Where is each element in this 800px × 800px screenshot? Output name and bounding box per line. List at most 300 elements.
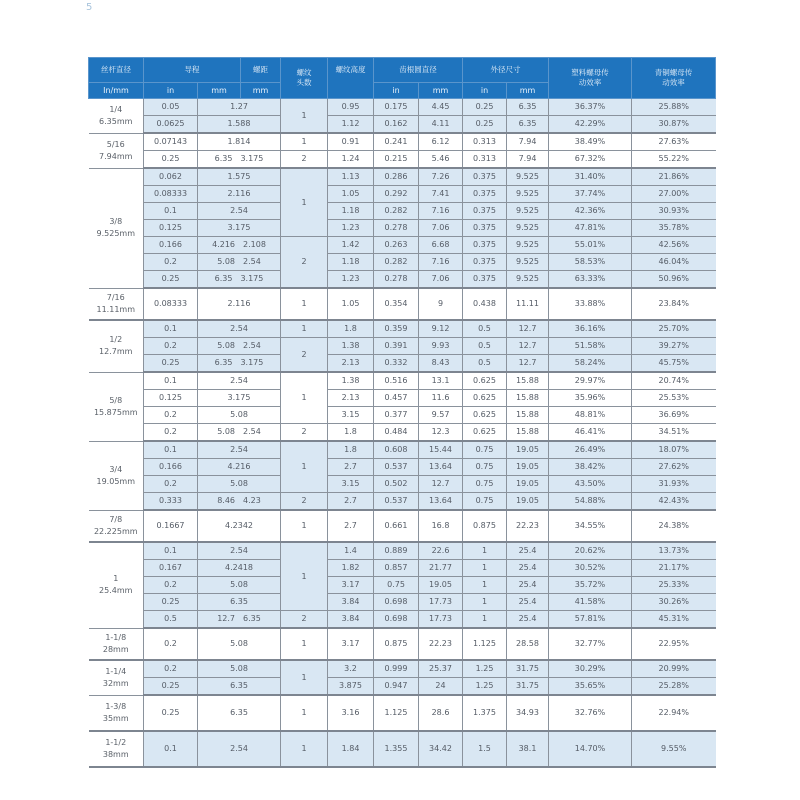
outer-dia-mm-cell: 9.525 [507, 237, 549, 254]
outer-dia-mm-cell: 31.75 [507, 678, 549, 696]
lead-mm-value: 4.216 [212, 240, 235, 249]
lead-in-cell: 0.25 [144, 695, 198, 731]
thread-height-cell: 3.875 [328, 678, 374, 696]
bronze-efficiency-cell: 25.70% [632, 320, 716, 338]
screw-size-mm: 7.94mm [99, 151, 133, 161]
lead-in-cell: 0.1 [144, 441, 198, 459]
lead-mm-cell: 5.08 [198, 628, 281, 660]
lead-pitch-mm-cell [198, 151, 281, 169]
thread-height-cell: 2.7 [328, 459, 374, 476]
root-dia-mm-cell: 5.46 [419, 151, 463, 169]
outer-dia-mm-cell: 31.75 [507, 660, 549, 678]
outer-dia-in-cell: 0.5 [463, 338, 507, 355]
thread-starts-cell: 1 [281, 441, 328, 493]
bronze-efficiency-cell: 30.93% [632, 203, 716, 220]
plastic-efficiency-cell: 47.81% [549, 220, 632, 237]
screw-size-cell [89, 695, 144, 731]
lead-in-cell: 0.167 [144, 560, 198, 577]
thread-starts-cell: 2 [281, 151, 328, 169]
outer-dia-in-cell: 0.375 [463, 254, 507, 271]
root-dia-mm-cell: 24 [419, 678, 463, 696]
bronze-efficiency-cell: 42.56% [632, 237, 716, 254]
table-row [89, 560, 716, 577]
table-row [89, 407, 716, 424]
thread-height-cell: 3.15 [328, 407, 374, 424]
root-dia-in-cell: 0.75 [374, 577, 419, 594]
outer-dia-in-cell: 1 [463, 542, 507, 560]
root-dia-mm-cell: 7.26 [419, 168, 463, 186]
root-dia-mm-cell: 22.6 [419, 542, 463, 560]
thread-height-cell: 1.23 [328, 220, 374, 237]
lead-mm-cell: 5.08 [198, 660, 281, 678]
plastic-efficiency-cell: 42.36% [549, 203, 632, 220]
lead-mm-cell: 4.216 [198, 459, 281, 476]
table-row [89, 254, 716, 271]
root-dia-in-cell: 0.537 [374, 459, 419, 476]
screw-size-cell [89, 133, 144, 168]
table-row [89, 493, 716, 511]
lead-mm-cell: 4.2342 [198, 510, 281, 542]
root-dia-mm-cell: 8.43 [419, 355, 463, 373]
root-dia-in-cell: 0.391 [374, 338, 419, 355]
plastic-efficiency-cell: 58.53% [549, 254, 632, 271]
plastic-efficiency-cell: 51.58% [549, 338, 632, 355]
screw-size-cell [89, 320, 144, 372]
plastic-efficiency-cell: 20.62% [549, 542, 632, 560]
table-row [89, 459, 716, 476]
lead-pitch-mm-cell [198, 271, 281, 289]
lead-mm-cell: 1.588 [198, 116, 281, 134]
outer-dia-in-cell: 0.5 [463, 355, 507, 373]
lead-mm-cell: 6.35 [198, 594, 281, 611]
thread-starts-cell: 1 [281, 695, 328, 731]
root-dia-in-cell: 1.355 [374, 731, 419, 767]
thread-starts-cell: 1 [281, 628, 328, 660]
screw-size-inch: 1/4 [109, 104, 123, 114]
table-row [89, 611, 716, 629]
header-plastic-nut-efficiency: 塑料螺母传动效率 [549, 58, 632, 99]
outer-dia-mm-cell: 28.58 [507, 628, 549, 660]
outer-dia-mm-cell: 25.4 [507, 560, 549, 577]
outer-dia-mm-cell: 6.35 [507, 116, 549, 134]
screw-size-mm: 9.525mm [96, 229, 135, 238]
bronze-efficiency-cell: 45.75% [632, 355, 716, 373]
root-dia-mm-cell: 11.6 [419, 390, 463, 407]
table-row [89, 594, 716, 611]
outer-dia-mm-cell: 34.93 [507, 695, 549, 731]
table-row [89, 220, 716, 237]
pitch-mm-value: 3.175 [240, 154, 264, 163]
bronze-efficiency-cell: 25.53% [632, 390, 716, 407]
thread-height-cell: 3.84 [328, 611, 374, 629]
bronze-efficiency-cell: 20.74% [632, 372, 716, 390]
lead-in-cell: 0.1 [144, 731, 198, 767]
screw-size-inch: 5/8 [109, 395, 123, 405]
screw-size-inch: 1 [113, 574, 119, 584]
screw-size-mm: 25.4mm [99, 586, 133, 596]
lead-in-cell: 0.125 [144, 390, 198, 407]
thread-height-cell: 1.82 [328, 560, 374, 577]
lead-in-cell: 0.2 [144, 476, 198, 493]
outer-dia-in-cell: 1 [463, 611, 507, 629]
root-dia-in-cell: 0.354 [374, 288, 419, 320]
table-row [89, 288, 716, 320]
table-row [89, 628, 716, 660]
pitch-mm-value: 3.175 [240, 358, 264, 367]
screw-size-inch: 1-1/8 [105, 632, 127, 642]
outer-dia-in-cell: 1.5 [463, 731, 507, 767]
root-dia-in-cell: 0.537 [374, 493, 419, 511]
lead-in-cell: 0.25 [144, 594, 198, 611]
lead-mm-cell: 1.575 [198, 168, 281, 186]
lead-in-cell: 0.1 [144, 372, 198, 390]
thread-height-cell: 2.13 [328, 355, 374, 373]
outer-dia-in-cell: 0.5 [463, 320, 507, 338]
bronze-efficiency-cell: 18.07% [632, 441, 716, 459]
screw-size-mm: 32mm [102, 678, 129, 688]
root-dia-mm-cell: 28.6 [419, 695, 463, 731]
thread-height-cell: 1.13 [328, 168, 374, 186]
root-dia-in-cell: 0.278 [374, 220, 419, 237]
screw-size-mm: 28mm [102, 644, 129, 654]
lead-in-cell: 0.2 [144, 338, 198, 355]
screw-size-inch: 1-3/8 [105, 701, 127, 711]
outer-dia-in-cell: 1 [463, 594, 507, 611]
bronze-efficiency-cell: 13.73% [632, 542, 716, 560]
table-row [89, 510, 716, 542]
plastic-efficiency-cell: 57.81% [549, 611, 632, 629]
screw-size-cell [89, 542, 144, 628]
plastic-efficiency-cell: 46.41% [549, 424, 632, 442]
root-dia-mm-cell: 13.64 [419, 493, 463, 511]
plastic-efficiency-cell: 34.55% [549, 510, 632, 542]
plastic-efficiency-cell: 54.88% [549, 493, 632, 511]
bronze-efficiency-cell: 30.26% [632, 594, 716, 611]
plastic-efficiency-cell: 41.58% [549, 594, 632, 611]
outer-dia-mm-cell: 19.05 [507, 441, 549, 459]
root-dia-in-cell: 0.278 [374, 271, 419, 289]
lead-mm-cell: 3.175 [198, 220, 281, 237]
screw-size-cell [89, 99, 144, 134]
lead-mm-value: 8.46 [217, 496, 235, 505]
screw-size-inch: 1-1/2 [105, 738, 127, 747]
outer-dia-in-cell: 0.375 [463, 186, 507, 203]
thread-height-cell: 0.95 [328, 99, 374, 116]
root-dia-in-cell: 0.875 [374, 628, 419, 660]
root-dia-in-cell: 0.175 [374, 99, 419, 116]
outer-dia-mm-cell: 12.7 [507, 338, 549, 355]
root-dia-in-cell: 0.457 [374, 390, 419, 407]
thread-starts-cell: 1 [281, 168, 328, 237]
lead-in-cell: 0.166 [144, 459, 198, 476]
thread-starts-cell: 1 [281, 288, 328, 320]
root-dia-in-cell: 0.162 [374, 116, 419, 134]
outer-dia-in-cell: 1 [463, 560, 507, 577]
bronze-efficiency-cell: 9.55% [632, 731, 716, 767]
plastic-efficiency-cell: 35.96% [549, 390, 632, 407]
plastic-efficiency-cell: 36.37% [549, 99, 632, 116]
outer-dia-in-cell: 1.25 [463, 678, 507, 696]
lead-mm-cell: 2.116 [198, 288, 281, 320]
root-dia-mm-cell: 17.73 [419, 594, 463, 611]
outer-dia-mm-cell: 25.4 [507, 594, 549, 611]
lead-pitch-mm-cell [198, 355, 281, 373]
table-row [89, 577, 716, 594]
lead-mm-value: 6.35 [214, 274, 233, 283]
outer-dia-in-cell: 0.625 [463, 424, 507, 442]
root-dia-mm-cell: 13.64 [419, 459, 463, 476]
outer-dia-mm-cell: 25.4 [507, 577, 549, 594]
bronze-efficiency-cell: 24.38% [632, 510, 716, 542]
page-number: 5 [86, 2, 93, 13]
outer-dia-mm-cell: 9.525 [507, 168, 549, 186]
outer-dia-mm-cell: 9.525 [507, 203, 549, 220]
lead-mm-cell: 2.116 [198, 186, 281, 203]
header-od-in: in [463, 83, 507, 99]
pitch-mm-value: 3.175 [240, 274, 264, 283]
table-row [89, 186, 716, 203]
lead-mm-value: 6.35 [214, 358, 233, 367]
thread-height-cell: 3.2 [328, 660, 374, 678]
plastic-efficiency-cell: 38.49% [549, 133, 632, 151]
root-dia-mm-cell: 4.45 [419, 99, 463, 116]
screw-size-mm: 35mm [102, 713, 129, 723]
thread-starts-cell: 2 [281, 338, 328, 373]
bronze-efficiency-cell: 50.96% [632, 271, 716, 289]
table-row [89, 237, 716, 254]
screw-size-inch: 1-1/4 [105, 666, 127, 676]
bronze-efficiency-cell: 42.43% [632, 493, 716, 511]
plastic-efficiency-cell: 37.74% [549, 186, 632, 203]
outer-dia-mm-cell: 15.88 [507, 390, 549, 407]
table-row [89, 695, 716, 731]
bronze-efficiency-cell: 22.94% [632, 695, 716, 731]
root-dia-mm-cell: 6.12 [419, 133, 463, 151]
root-dia-in-cell: 0.484 [374, 424, 419, 442]
thread-height-cell: 2.13 [328, 390, 374, 407]
header-pitch: 螺距 [241, 58, 281, 83]
outer-dia-mm-cell: 12.7 [507, 355, 549, 373]
thread-starts-cell: 1 [281, 133, 328, 151]
lead-mm-cell: 5.08 [198, 577, 281, 594]
plastic-efficiency-cell: 38.42% [549, 459, 632, 476]
root-dia-in-cell: 0.999 [374, 660, 419, 678]
root-dia-in-cell: 0.661 [374, 510, 419, 542]
lead-mm-cell: 4.2418 [198, 560, 281, 577]
plastic-efficiency-cell: 48.81% [549, 407, 632, 424]
root-dia-in-cell: 0.282 [374, 254, 419, 271]
thread-starts-cell: 2 [281, 493, 328, 511]
thread-height-cell: 1.4 [328, 542, 374, 560]
plastic-efficiency-cell: 30.52% [549, 560, 632, 577]
lead-mm-value: 5.08 [217, 257, 235, 266]
root-dia-mm-cell: 9.93 [419, 338, 463, 355]
root-dia-mm-cell: 12.3 [419, 424, 463, 442]
screw-size-cell [89, 628, 144, 660]
lead-mm-cell: 2.54 [198, 372, 281, 390]
table-row [89, 203, 716, 220]
bronze-efficiency-cell: 35.78% [632, 220, 716, 237]
outer-dia-in-cell: 0.75 [463, 476, 507, 493]
plastic-efficiency-cell: 63.33% [549, 271, 632, 289]
thread-height-cell: 1.38 [328, 338, 374, 355]
outer-dia-mm-cell: 9.525 [507, 220, 549, 237]
header-thread-height: 螺纹高度 [328, 58, 374, 99]
outer-dia-in-cell: 1 [463, 577, 507, 594]
root-dia-mm-cell: 7.16 [419, 203, 463, 220]
thread-height-cell: 3.16 [328, 695, 374, 731]
outer-dia-in-cell: 0.25 [463, 99, 507, 116]
pitch-mm-value: 2.108 [243, 240, 266, 249]
plastic-efficiency-cell: 32.76% [549, 695, 632, 731]
plastic-efficiency-cell: 32.77% [549, 628, 632, 660]
lead-in-cell: 0.07143 [144, 133, 198, 151]
outer-dia-mm-cell: 11.11 [507, 288, 549, 320]
thread-starts-cell: 2 [281, 237, 328, 289]
screw-size-cell [89, 372, 144, 441]
lead-pitch-mm-cell [198, 237, 281, 254]
plastic-efficiency-cell: 58.24% [549, 355, 632, 373]
thread-height-cell: 1.38 [328, 372, 374, 390]
thread-starts-cell: 1 [281, 99, 328, 134]
root-dia-mm-cell: 17.73 [419, 611, 463, 629]
pitch-mm-value: 6.35 [243, 614, 261, 623]
root-dia-mm-cell: 13.1 [419, 372, 463, 390]
root-dia-in-cell: 0.241 [374, 133, 419, 151]
header-root-mm: mm [419, 83, 463, 99]
root-dia-mm-cell: 9.12 [419, 320, 463, 338]
lead-in-cell: 0.2 [144, 577, 198, 594]
thread-height-cell: 1.8 [328, 441, 374, 459]
screw-size-mm: 6.35mm [99, 116, 133, 126]
table-row [89, 99, 716, 116]
screw-size-inch: 3/4 [109, 464, 123, 474]
bronze-efficiency-cell: 25.28% [632, 678, 716, 696]
header-root-in: in [374, 83, 419, 99]
header-lead: 导程 [144, 58, 241, 83]
screw-size-mm: 15.875mm [93, 407, 138, 417]
outer-dia-in-cell: 0.625 [463, 390, 507, 407]
lead-mm-cell: 1.814 [198, 133, 281, 151]
table-row [89, 338, 716, 355]
outer-dia-in-cell: 0.313 [463, 151, 507, 169]
thread-height-cell: 1.05 [328, 288, 374, 320]
root-dia-in-cell: 0.857 [374, 560, 419, 577]
lead-in-cell: 0.25 [144, 678, 198, 696]
lead-in-cell: 0.1667 [144, 510, 198, 542]
lead-in-cell: 0.1 [144, 320, 198, 338]
thread-height-cell: 2.7 [328, 510, 374, 542]
thread-starts-cell: 1 [281, 320, 328, 338]
lead-in-cell: 0.1 [144, 203, 198, 220]
bronze-efficiency-cell: 45.31% [632, 611, 716, 629]
lead-mm-value: 5.08 [217, 427, 235, 436]
outer-dia-in-cell: 0.375 [463, 203, 507, 220]
pitch-mm-value: 2.54 [243, 257, 261, 266]
outer-dia-mm-cell: 25.4 [507, 611, 549, 629]
lead-mm-cell: 2.54 [198, 320, 281, 338]
root-dia-in-cell: 0.889 [374, 542, 419, 560]
bronze-efficiency-cell: 27.00% [632, 186, 716, 203]
lead-screw-spec-table [88, 57, 716, 768]
outer-dia-in-cell: 0.75 [463, 441, 507, 459]
plastic-efficiency-cell: 43.50% [549, 476, 632, 493]
screw-size-inch: 3/8 [109, 217, 123, 226]
thread-height-cell: 3.17 [328, 628, 374, 660]
thread-starts-cell: 1 [281, 731, 328, 767]
lead-pitch-mm-cell [198, 338, 281, 355]
root-dia-mm-cell: 9.57 [419, 407, 463, 424]
thread-height-cell: 1.05 [328, 186, 374, 203]
root-dia-mm-cell: 34.42 [419, 731, 463, 767]
lead-in-cell: 0.05 [144, 99, 198, 116]
outer-dia-in-cell: 0.875 [463, 510, 507, 542]
table-row [89, 660, 716, 678]
root-dia-mm-cell: 6.68 [419, 237, 463, 254]
bronze-efficiency-cell: 25.88% [632, 99, 716, 116]
root-dia-mm-cell: 25.37 [419, 660, 463, 678]
header-bronze-nut-efficiency: 青铜螺母传动效率 [632, 58, 716, 99]
lead-in-cell: 0.062 [144, 168, 198, 186]
outer-dia-in-cell: 0.625 [463, 372, 507, 390]
outer-dia-mm-cell: 15.88 [507, 407, 549, 424]
screw-size-mm: 11.11mm [96, 304, 135, 314]
plastic-efficiency-cell: 14.70% [549, 731, 632, 767]
outer-dia-in-cell: 0.75 [463, 459, 507, 476]
thread-height-cell: 1.84 [328, 731, 374, 767]
root-dia-mm-cell: 7.06 [419, 271, 463, 289]
screw-size-cell [89, 510, 144, 542]
lead-in-cell: 0.1 [144, 542, 198, 560]
root-dia-in-cell: 0.608 [374, 441, 419, 459]
root-dia-mm-cell: 22.23 [419, 628, 463, 660]
thread-starts-cell: 1 [281, 542, 328, 611]
screw-size-mm: 38mm [102, 750, 129, 759]
lead-in-cell: 0.166 [144, 237, 198, 254]
screw-size-mm: 12.7mm [99, 347, 133, 357]
outer-dia-in-cell: 0.313 [463, 133, 507, 151]
root-dia-in-cell: 0.215 [374, 151, 419, 169]
thread-height-cell: 1.24 [328, 151, 374, 169]
pitch-mm-value: 2.54 [243, 341, 261, 350]
thread-height-cell: 1.8 [328, 424, 374, 442]
root-dia-in-cell: 0.286 [374, 168, 419, 186]
screw-size-inch: 5/16 [106, 139, 125, 149]
table-row [89, 476, 716, 493]
header-starts: 螺纹头数 [281, 58, 328, 99]
screw-size-cell [89, 660, 144, 695]
outer-dia-in-cell: 1.375 [463, 695, 507, 731]
plastic-efficiency-cell: 42.29% [549, 116, 632, 134]
table-row [89, 390, 716, 407]
root-dia-mm-cell: 12.7 [419, 476, 463, 493]
outer-dia-mm-cell: 9.525 [507, 186, 549, 203]
thread-starts-cell: 1 [281, 660, 328, 695]
bronze-efficiency-cell: 55.22% [632, 151, 716, 169]
thread-height-cell: 1.23 [328, 271, 374, 289]
screw-size-cell [89, 288, 144, 320]
table-row [89, 424, 716, 442]
thread-height-cell: 1.8 [328, 320, 374, 338]
lead-in-cell: 0.0625 [144, 116, 198, 134]
plastic-efficiency-cell: 26.49% [549, 441, 632, 459]
outer-dia-mm-cell: 22.23 [507, 510, 549, 542]
outer-dia-mm-cell: 25.4 [507, 542, 549, 560]
root-dia-in-cell: 0.516 [374, 372, 419, 390]
lead-in-cell: 0.333 [144, 493, 198, 511]
bronze-efficiency-cell: 46.04% [632, 254, 716, 271]
table-row [89, 355, 716, 373]
